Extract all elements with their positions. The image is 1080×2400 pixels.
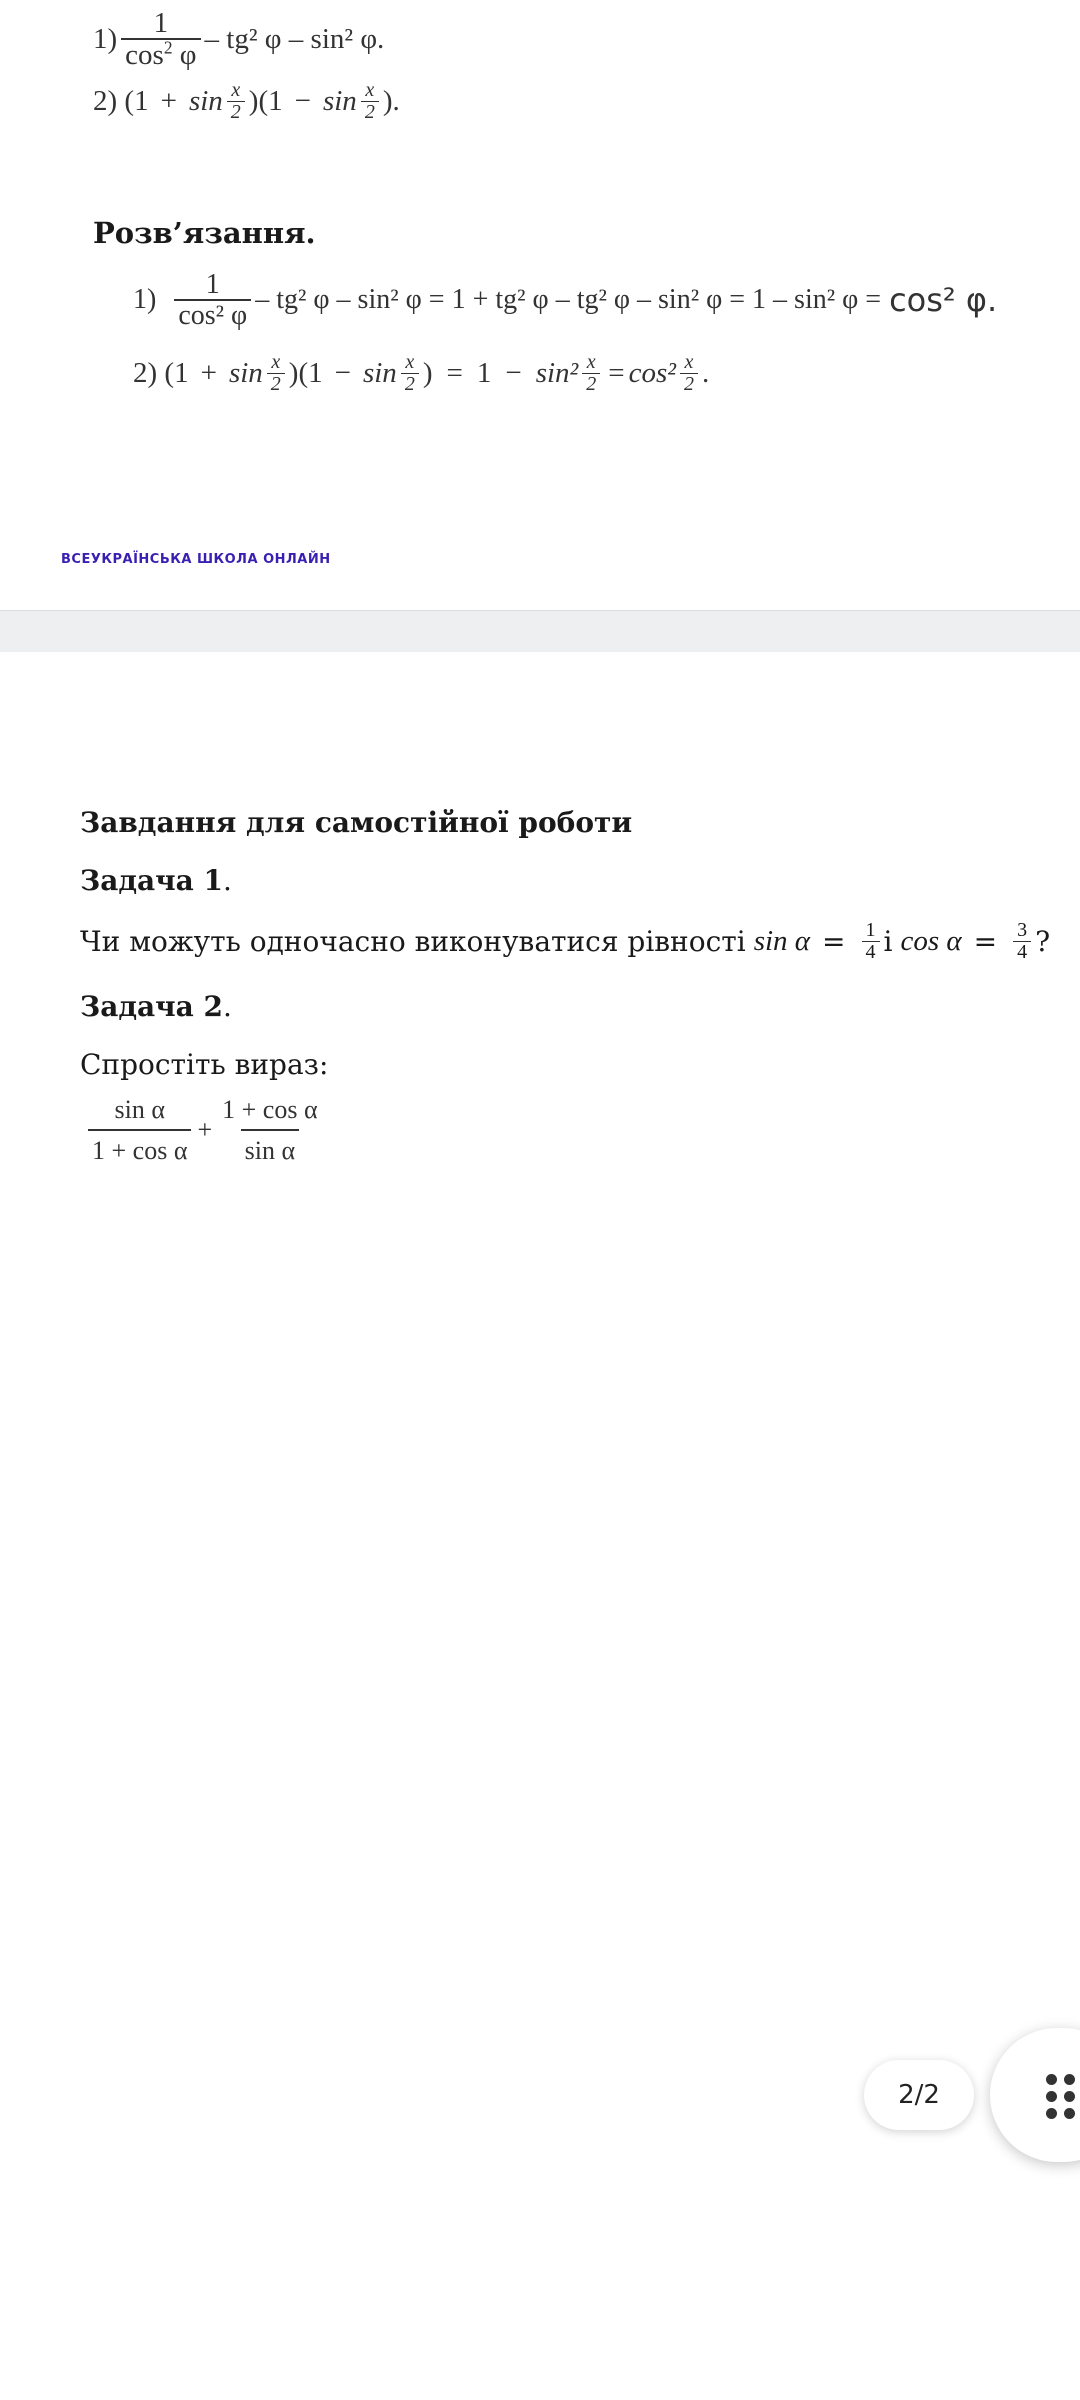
exercise-1-label: 1) — [93, 22, 118, 55]
fraction-denominator: $\cos^2 \varphi$ — [121, 38, 200, 70]
fraction-3-over-4: $\frac{3}{4}$ — [1013, 920, 1031, 963]
fraction-1-over-4: $\frac{1}{4}$ — [862, 920, 880, 963]
solution-2: 2) (1 + sin $\frac{x}{2}$ )(1 − sin $\frac{x}{2}$ ) = 1 − sin² $\frac{x}{2}$ = cos² $\frac{x}{2}$ . — [133, 351, 710, 395]
fraction-x-over-2: $\frac{x}{2}$ — [267, 352, 285, 395]
solution-heading: Розв’язання. — [93, 216, 316, 250]
exercise-2: 2) (1 + sin $\frac{x}{2}$ )(1 − sin $\frac{x}{2}$ ). — [93, 79, 400, 123]
fraction-x-over-2: $\frac{x}{2}$ — [582, 352, 600, 395]
section-title: Завдання для самостійної роботи — [80, 806, 633, 839]
solution-1-fraction: $\frac{1}{\text{cos² φ}}$ — [174, 270, 251, 331]
fraction-x-over-2: $\frac{x}{2}$ — [227, 80, 245, 123]
solution-1: 1) $\frac{1}{\text{cos² φ}}$ – tg² φ – sin² φ = 1 + tg² φ – tg² φ – sin² φ = 1 – sin² φ = cos² φ. — [133, 269, 998, 332]
document-page-2 — [0, 652, 1080, 2400]
task-1-text: Чи можуть одночасно виконуватися рівності sin α = $\frac{1}{4}$ і cos α = $\frac{3}{4}$ ? — [80, 919, 1051, 963]
task-2-expression: $\frac{\text{sin α}}{\text{1 + cos α}}$ + $\frac{\text{1 + cos α}}{\text{sin α}}$ — [84, 1096, 326, 1165]
task-2-text: Спростіть вираз: — [80, 1048, 329, 1081]
page-indicator[interactable]: 2/2 — [864, 2060, 974, 2130]
exercise-1-fraction — [121, 8, 200, 71]
fraction-x-over-2: $\frac{x}{2}$ — [401, 352, 419, 395]
page-separator — [0, 610, 1080, 653]
expression-fraction-2: $\frac{\text{1 + cos α}}{\text{sin α}}$ — [222, 1095, 318, 1166]
fraction-numerator: 1 — [153, 7, 169, 39]
fraction-x-over-2: $\frac{x}{2}$ — [680, 352, 698, 395]
document-page-1 — [0, 0, 1080, 610]
task-1-title: Задача 1. — [80, 864, 232, 897]
grid-dots-icon[interactable] — [1046, 2074, 1076, 2120]
expression-fraction-1: $\frac{\text{sin α}}{\text{1 + cos α}}$ — [88, 1096, 191, 1165]
exercise-2-label: 2) (1 — [93, 85, 149, 117]
fraction-x-over-2: $\frac{x}{2}$ — [361, 80, 379, 123]
exercise-1-rest: – tg² φ – sin² φ. — [204, 22, 385, 55]
task-2-title: Задача 2. — [80, 990, 232, 1023]
exercise-1 — [93, 8, 384, 71]
school-brand-logo-text: ВСЕУКРАЇНСЬКА ШКОЛА ОНЛАЙН — [61, 552, 331, 567]
